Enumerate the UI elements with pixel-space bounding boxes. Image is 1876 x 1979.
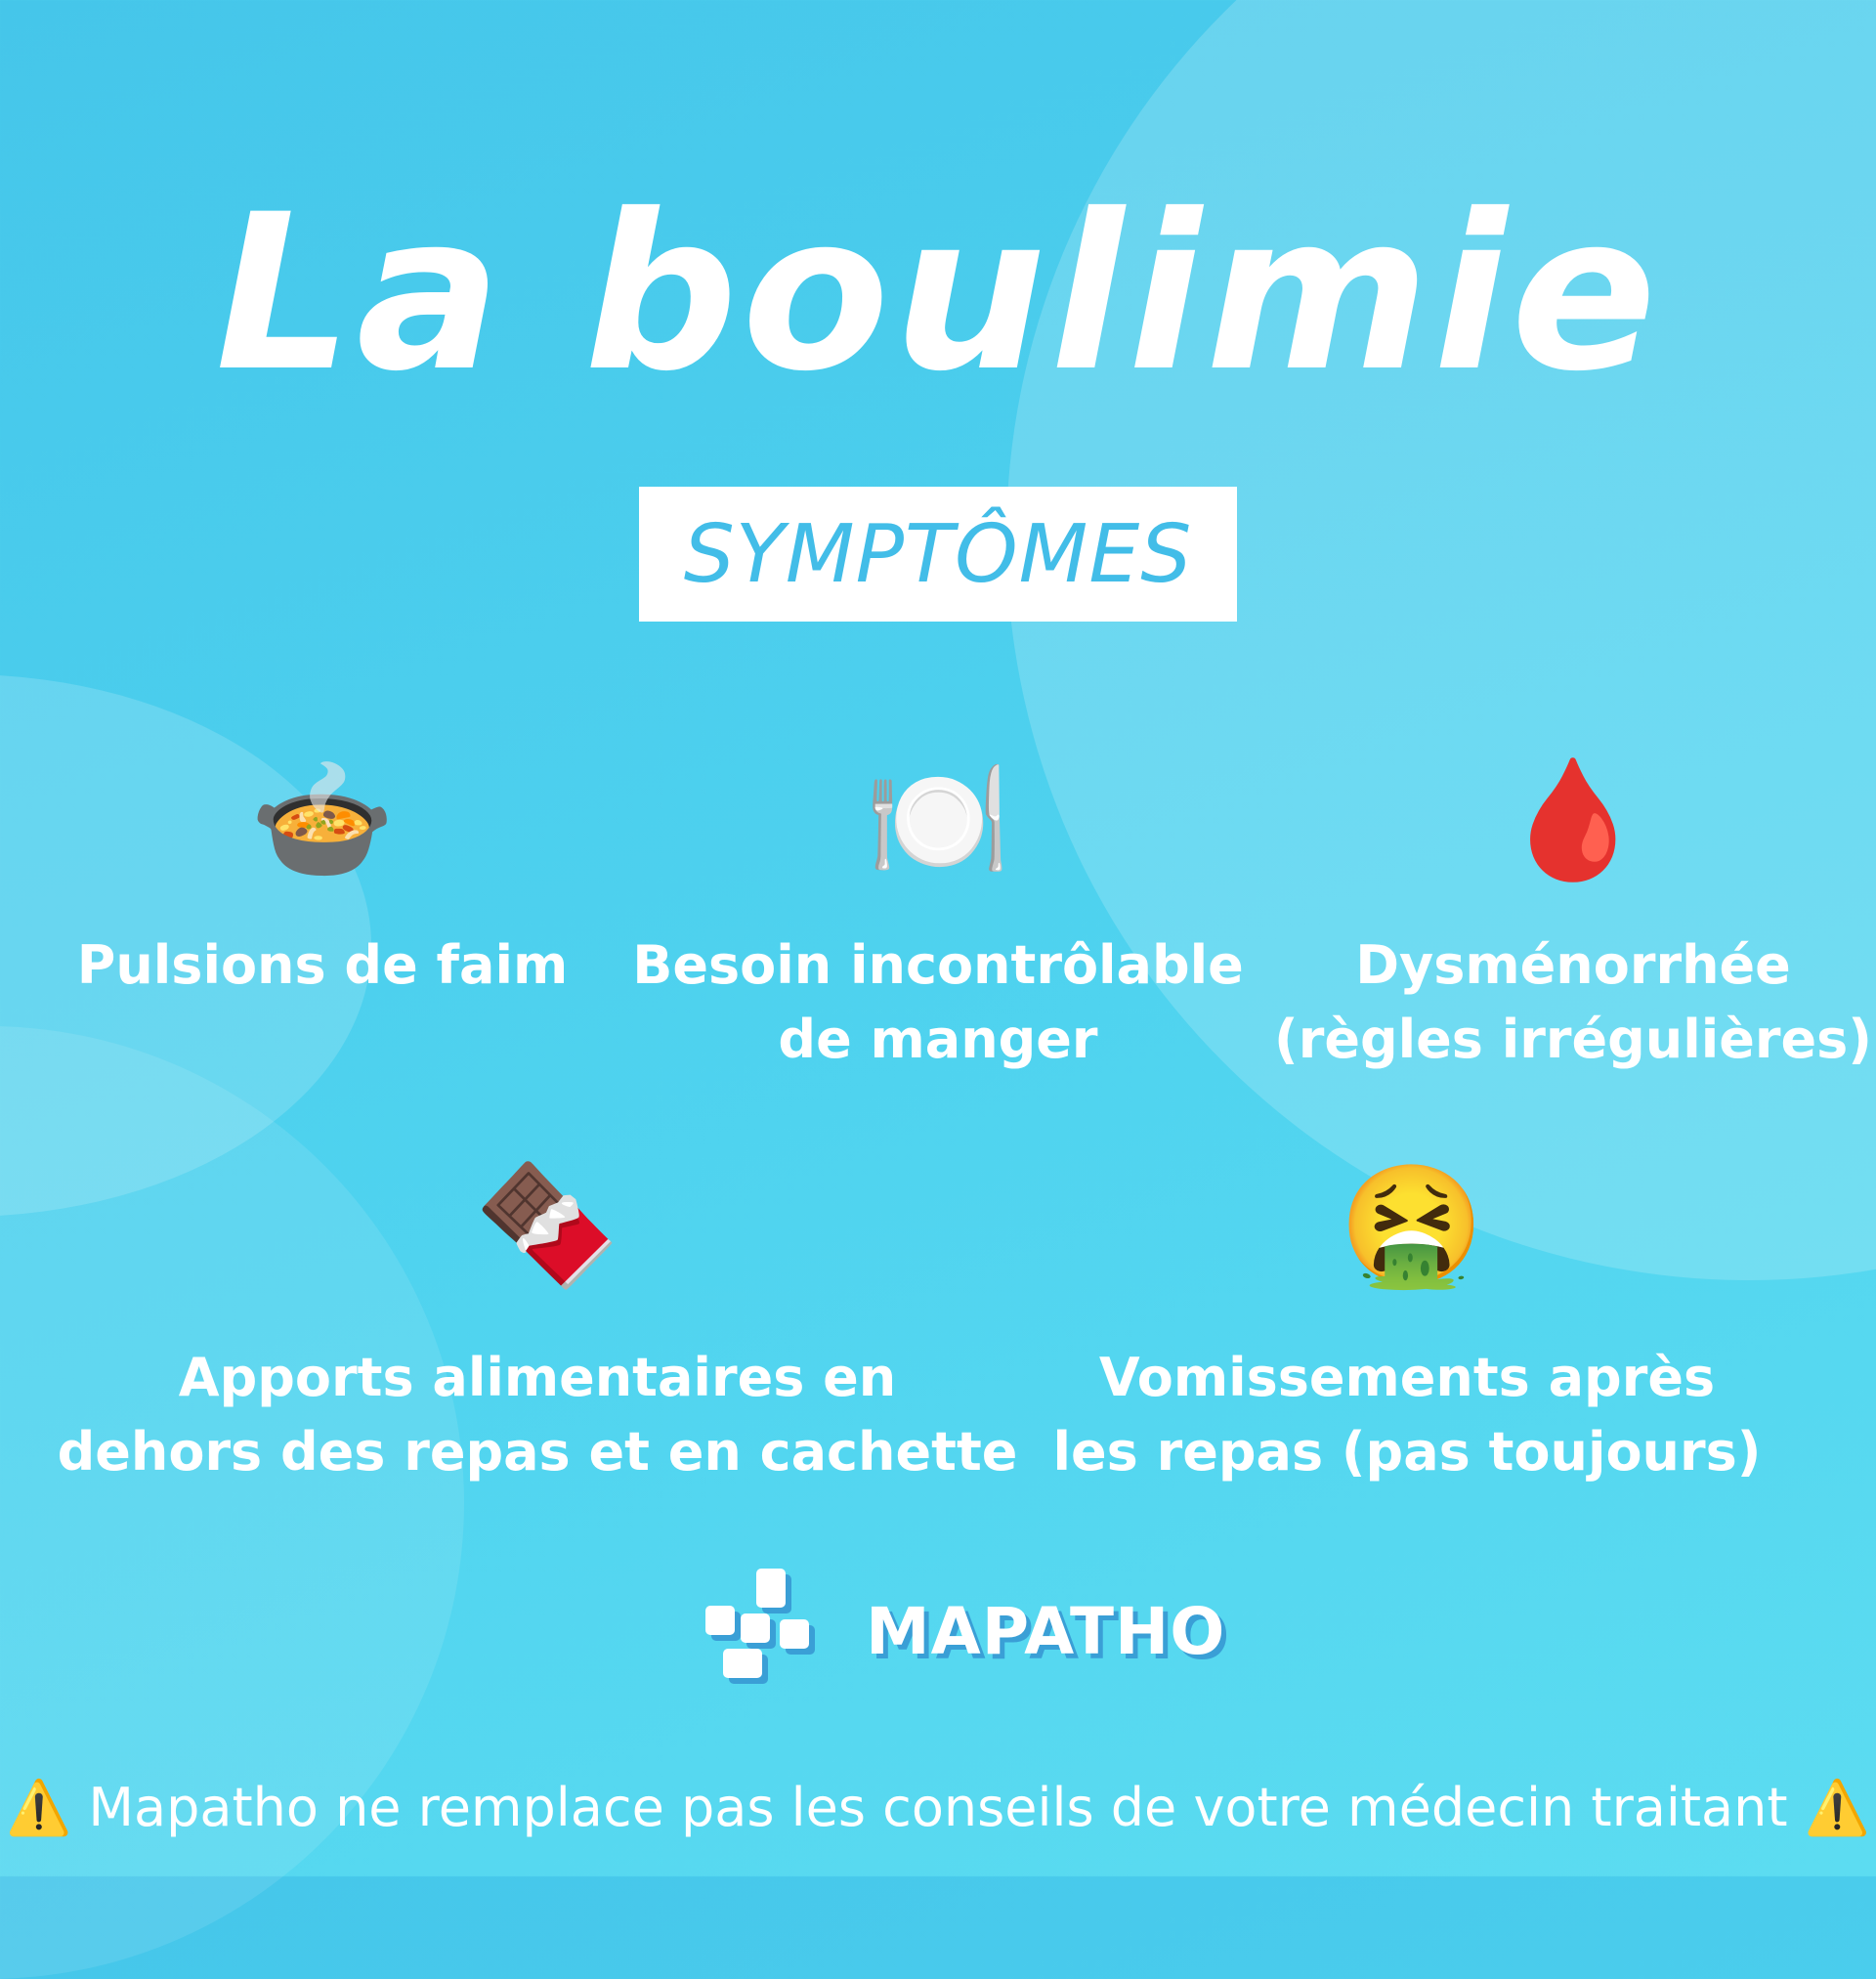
- soup-bowl-icon: 🍲: [249, 753, 396, 888]
- symptom-5-line-1: Vomissements après: [1098, 1347, 1716, 1408]
- symptom-label-5: [1036, 1341, 1778, 1489]
- vomiting-face-icon: 🤮: [1339, 1158, 1485, 1294]
- chocolate-bar-icon: 🍫: [474, 1158, 620, 1294]
- page-title: La boulimie: [215, 168, 1661, 418]
- warning-icon: ⚠️: [6, 1777, 72, 1838]
- symptom-3-line-2: (règles irrégulières): [1274, 1009, 1872, 1070]
- subtitle: SYMPTÔMES: [683, 507, 1193, 601]
- logo-text: MAPATHO: [866, 1594, 1226, 1669]
- plate-cutlery-icon: 🍽️: [865, 753, 1011, 888]
- symptom-2-line-1: Besoin incontrôlable: [632, 934, 1244, 996]
- blood-drop-icon: 🩸: [1500, 753, 1646, 888]
- disclaimer: [0, 1771, 1876, 1845]
- disclaimer-text: Mapatho ne remplace pas les conseils de votre médecin traitant: [88, 1777, 1788, 1838]
- symptom-label-3: [1270, 928, 1876, 1077]
- symptom-5-line-2: les repas (pas toujours): [1052, 1421, 1762, 1483]
- subtitle-box: [639, 487, 1237, 622]
- symptom-4-line-1: Apports alimentaires en: [178, 1347, 897, 1408]
- symptom-4-line-2: dehors des repas et en cachette: [57, 1421, 1018, 1483]
- symptom-2-line-2: de manger: [778, 1009, 1098, 1070]
- symptom-3-line-1: Dysménorrhée: [1355, 934, 1791, 996]
- warning-icon: ⚠️: [1804, 1777, 1870, 1838]
- symptom-label-1: [39, 928, 606, 1003]
- mapatho-logo-icon: [698, 1569, 825, 1696]
- brand-logo: [698, 1569, 1226, 1696]
- symptom-label-4: [39, 1341, 1036, 1489]
- symptom-1-line-1: Pulsions de faim: [76, 934, 569, 996]
- symptom-label-2: [625, 928, 1251, 1077]
